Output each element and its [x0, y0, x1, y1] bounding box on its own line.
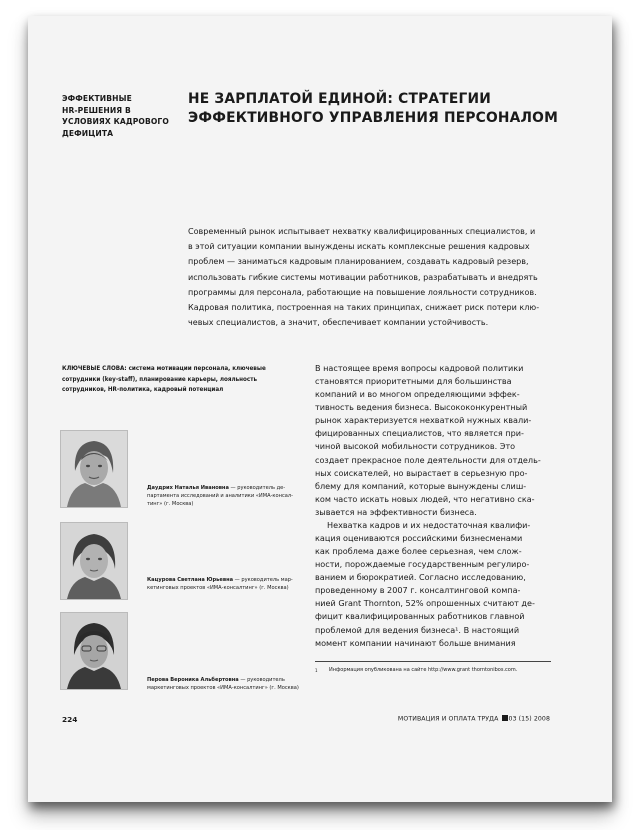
author-photo [60, 522, 128, 600]
body-line: рынок характеризуется нехваткой нужных квали- [315, 415, 532, 426]
author-name: Кацурова Светлана Юрьевна [147, 577, 234, 583]
author-role: — руководитель мар- [233, 577, 293, 583]
author-role-line: маркетинговых проектов «ИМА-консалтинг» (г. Москва) [147, 685, 299, 691]
section-rubric [62, 93, 192, 139]
author-role: — руководитель де- [228, 485, 286, 491]
body-line: зывается на эффективности бизнеса. [315, 506, 477, 517]
rubric-line: ДЕФИЦИТА [62, 128, 114, 138]
body-line: тивность ведения бизнеса. Высококонкурентный [315, 402, 528, 413]
keywords-line: КЛЮЧЕВЫЕ СЛОВА: система мотивации персонала, ключевые [62, 365, 266, 372]
body-line: компаний и во многом определяющими эффек- [315, 389, 520, 400]
body-line: чиной высокой мобильности сотрудников. Это [315, 441, 516, 452]
footnote-divider [315, 661, 551, 662]
body-line: проблемой для ведения бизнеса¹. В настоящий [315, 624, 520, 635]
author-caption [147, 484, 307, 508]
body-line: момент компании начинают больше внимания [315, 637, 516, 648]
title-line: НЕ ЗАРПЛАТОЙ ЕДИНОЙ: СТРАТЕГИИ [188, 91, 491, 107]
lead-line: чевых специалистов, а значит, обеспечивает компании устойчивость. [188, 318, 489, 328]
body-line: создает прекрасное поле деятельности для отдель- [315, 454, 541, 465]
author-role-line: тинг» (г. Москва) [147, 501, 194, 507]
body-line: как проблема даже более серьезная, чем слож- [315, 546, 522, 557]
body-line: ком часто искать новых людей, что негативно ска- [315, 493, 535, 504]
lead-line: программы для персонала, работающие на повышение лояльности сотрудников. [188, 287, 537, 297]
page-number: 224 [62, 715, 78, 724]
body-line: фицированных специалистов, что является при- [315, 428, 524, 439]
author-name: Даудрих Наталья Ивановна [147, 485, 229, 491]
author-name: Перова Вероника Альбертовна [147, 677, 239, 683]
footnote-number: 1 [315, 668, 318, 673]
body-line: становятся приоритетными для большинства [315, 376, 512, 387]
body-line: ности, порождаемые государственным регулиро- [315, 559, 530, 570]
rubric-line: ЭФФЕКТИВНЫЕ [62, 94, 132, 103]
rubric-line: УСЛОВИЯХ КАДРОВОГО [62, 117, 169, 126]
lead-line: в этой ситуации компании вынуждены искать комплексные решения кадровых [188, 242, 530, 252]
author-photo [60, 612, 128, 690]
body-line: блему для компаний, которые вынуждены слиш- [315, 480, 527, 491]
body-line: В настоящее время вопросы кадровой политики [315, 363, 524, 373]
journal-name: МОТИВАЦИЯ И ОПЛАТА ТРУДА [397, 715, 499, 723]
lead-line: проблем — заниматься кадровым планированием, создавать кадровый резерв, [188, 257, 529, 267]
author-caption [147, 676, 307, 692]
author-photo [60, 430, 128, 508]
article-title [188, 90, 578, 127]
keywords-line: сотрудников, HR-политика, кадровый потенциал [62, 386, 224, 394]
body-line: проведенному в 2007 г. консалтинговой компа- [315, 585, 521, 596]
body-text [315, 362, 555, 650]
body-line: кация оцениваются российскими бизнесменами [315, 533, 523, 544]
footnote-text: Информация опубликована на сайте http://www.grant thorntonibos.com. [329, 667, 518, 673]
author-role-line: партамента исследований и аналитики «ИМА-консал- [147, 493, 293, 499]
author-role-line: кетинговых проектов «ИМА-консалтинг» (г. Москва) [147, 585, 289, 591]
footnote [315, 667, 565, 674]
lead-line: Современный рынок испытывает нехватку квалифицированных специалистов, и [188, 227, 536, 236]
lead-line: использовать гибкие системы мотивации работников, разрабатывать и внедрять [188, 272, 538, 282]
lead-line: Кадровая политика, построенная на таких принципах, снижает риск потери клю- [188, 303, 540, 313]
journal-issue: 03 (15) 2008 [508, 715, 550, 723]
rubric-line: HR-РЕШЕНИЯ В [62, 105, 131, 115]
title-line: ЭФФЕКТИВНОГО УПРАВЛЕНИЯ ПЕРСОНАЛОМ [188, 109, 559, 126]
author-caption [147, 576, 307, 592]
lead-paragraph [188, 224, 568, 330]
author-role: — руководитель [238, 677, 285, 683]
journal-footer [390, 715, 550, 723]
keywords-line: сотрудники (key-staff), планирование карьеры, лояльность [62, 375, 258, 383]
square-bullet-icon [502, 715, 508, 721]
keywords-block [62, 364, 312, 396]
body-line: ных соискателей, но вырастает в серьезную про- [315, 467, 528, 478]
body-line: фицит квалифицированных работников главной [315, 611, 525, 622]
body-line: Нехватка кадров и их недостаточная квалифи- [327, 519, 531, 530]
body-line: нией Grant Thornton, 52% опрошенных считают де- [315, 598, 535, 609]
body-line: ванием и бюрократией. Согласно исследованию, [315, 572, 526, 583]
